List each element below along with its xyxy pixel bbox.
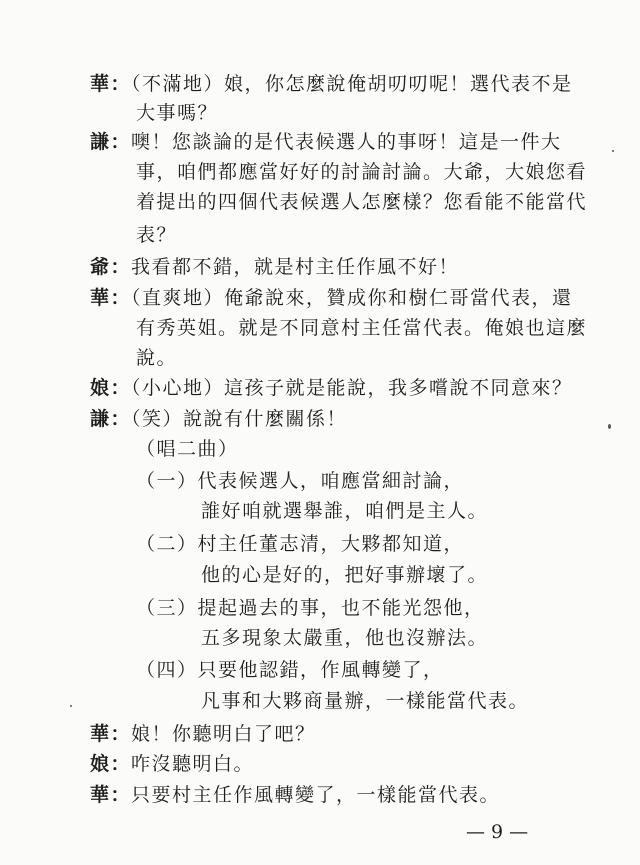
line-text: （不滿地）娘，你怎麼說俺胡叨叨呢！選代表不是 — [131, 73, 573, 95]
line-text: （一）代表候選人，咱應當細討論， — [136, 470, 465, 492]
stage-direction — [136, 437, 239, 461]
scan-speck — [608, 424, 611, 429]
song-verse — [201, 626, 488, 650]
song-verse — [136, 532, 464, 556]
line-text: （三）提起過去的事，也不能光怨他， — [136, 597, 485, 619]
speaker-label: 謙： — [90, 131, 132, 153]
song-verse — [201, 563, 488, 587]
song-verse — [201, 689, 529, 713]
line-text: 他的心是好的，把好事辦壞了。 — [201, 564, 489, 586]
line-text: 着提出的四個代表候選人怎麼樣？您看能不能當代 — [136, 191, 588, 213]
speaker-label: 謙： — [90, 408, 132, 430]
dialogue-line — [90, 783, 500, 807]
dialogue-line — [136, 346, 177, 370]
dialogue-line — [90, 286, 573, 310]
song-verse — [136, 469, 464, 493]
speaker-label: 爺： — [90, 256, 132, 278]
speaker-label: 華： — [90, 287, 132, 309]
line-text: 說。 — [136, 347, 178, 369]
speaker-label: 華： — [90, 723, 132, 745]
line-text: 凡事和大夥商量辦，一樣能當代表。 — [201, 690, 530, 712]
line-text: 誰好咱就選舉誰，咱們是主人。 — [201, 500, 489, 522]
line-text: （直爽地）俺爺說來，贊成你和樹仁哥當代表，還 — [131, 287, 573, 309]
speaker-label: 娘： — [90, 753, 132, 775]
speaker-label: 華： — [90, 73, 132, 95]
dialogue-line — [136, 101, 218, 125]
line-text: （笑）說說有什麼關係！ — [131, 408, 348, 430]
line-text: 事，咱們都應當好好的討論討論。大爺，大娘您看 — [136, 161, 588, 183]
line-text: 娘！你聽明白了吧？ — [131, 723, 316, 745]
page-number: — 9 — — [466, 821, 529, 843]
speaker-label: 華： — [90, 784, 132, 806]
line-text: 咋沒聽明白。 — [131, 753, 255, 775]
line-text: 大事嗎？ — [136, 102, 219, 124]
dialogue-line — [90, 130, 562, 154]
speaker-label: 娘： — [90, 377, 132, 399]
song-verse — [201, 499, 488, 523]
line-text: 有秀英姐。就是不同意村主任當代表。俺娘也這麼 — [136, 317, 588, 339]
line-text: 表？ — [136, 224, 178, 246]
line-text: （唱二曲） — [136, 438, 239, 460]
song-verse — [136, 596, 485, 620]
dialogue-line — [90, 376, 573, 400]
dialogue-line — [136, 160, 587, 184]
dialogue-line — [90, 407, 347, 431]
line-text: （小心地）這孩子就是能說，我多嚐說不同意來？ — [131, 377, 573, 399]
scan-speck — [70, 705, 72, 707]
line-text: 五多現象太嚴重，他也沒辦法。 — [201, 627, 489, 649]
dialogue-line — [90, 72, 573, 96]
line-text: 噢！您談論的是代表候選人的事呀！這是一件大 — [131, 131, 562, 153]
dialogue-line — [90, 722, 316, 746]
dialogue-line — [90, 255, 459, 279]
dialogue-line — [136, 190, 587, 214]
line-text: （二）村主任董志清，大夥都知道， — [136, 533, 465, 555]
scan-speck — [612, 150, 614, 152]
song-verse — [136, 658, 444, 682]
dialogue-line — [90, 752, 254, 776]
line-text: （四）只要他認錯，作風轉變了， — [136, 659, 444, 681]
dialogue-line — [136, 316, 587, 340]
dialogue-line — [136, 223, 177, 247]
line-text: 我看都不錯，就是村主任作風不好！ — [131, 256, 460, 278]
line-text: 只要村主任作風轉變了，一樣能當代表。 — [131, 784, 501, 806]
